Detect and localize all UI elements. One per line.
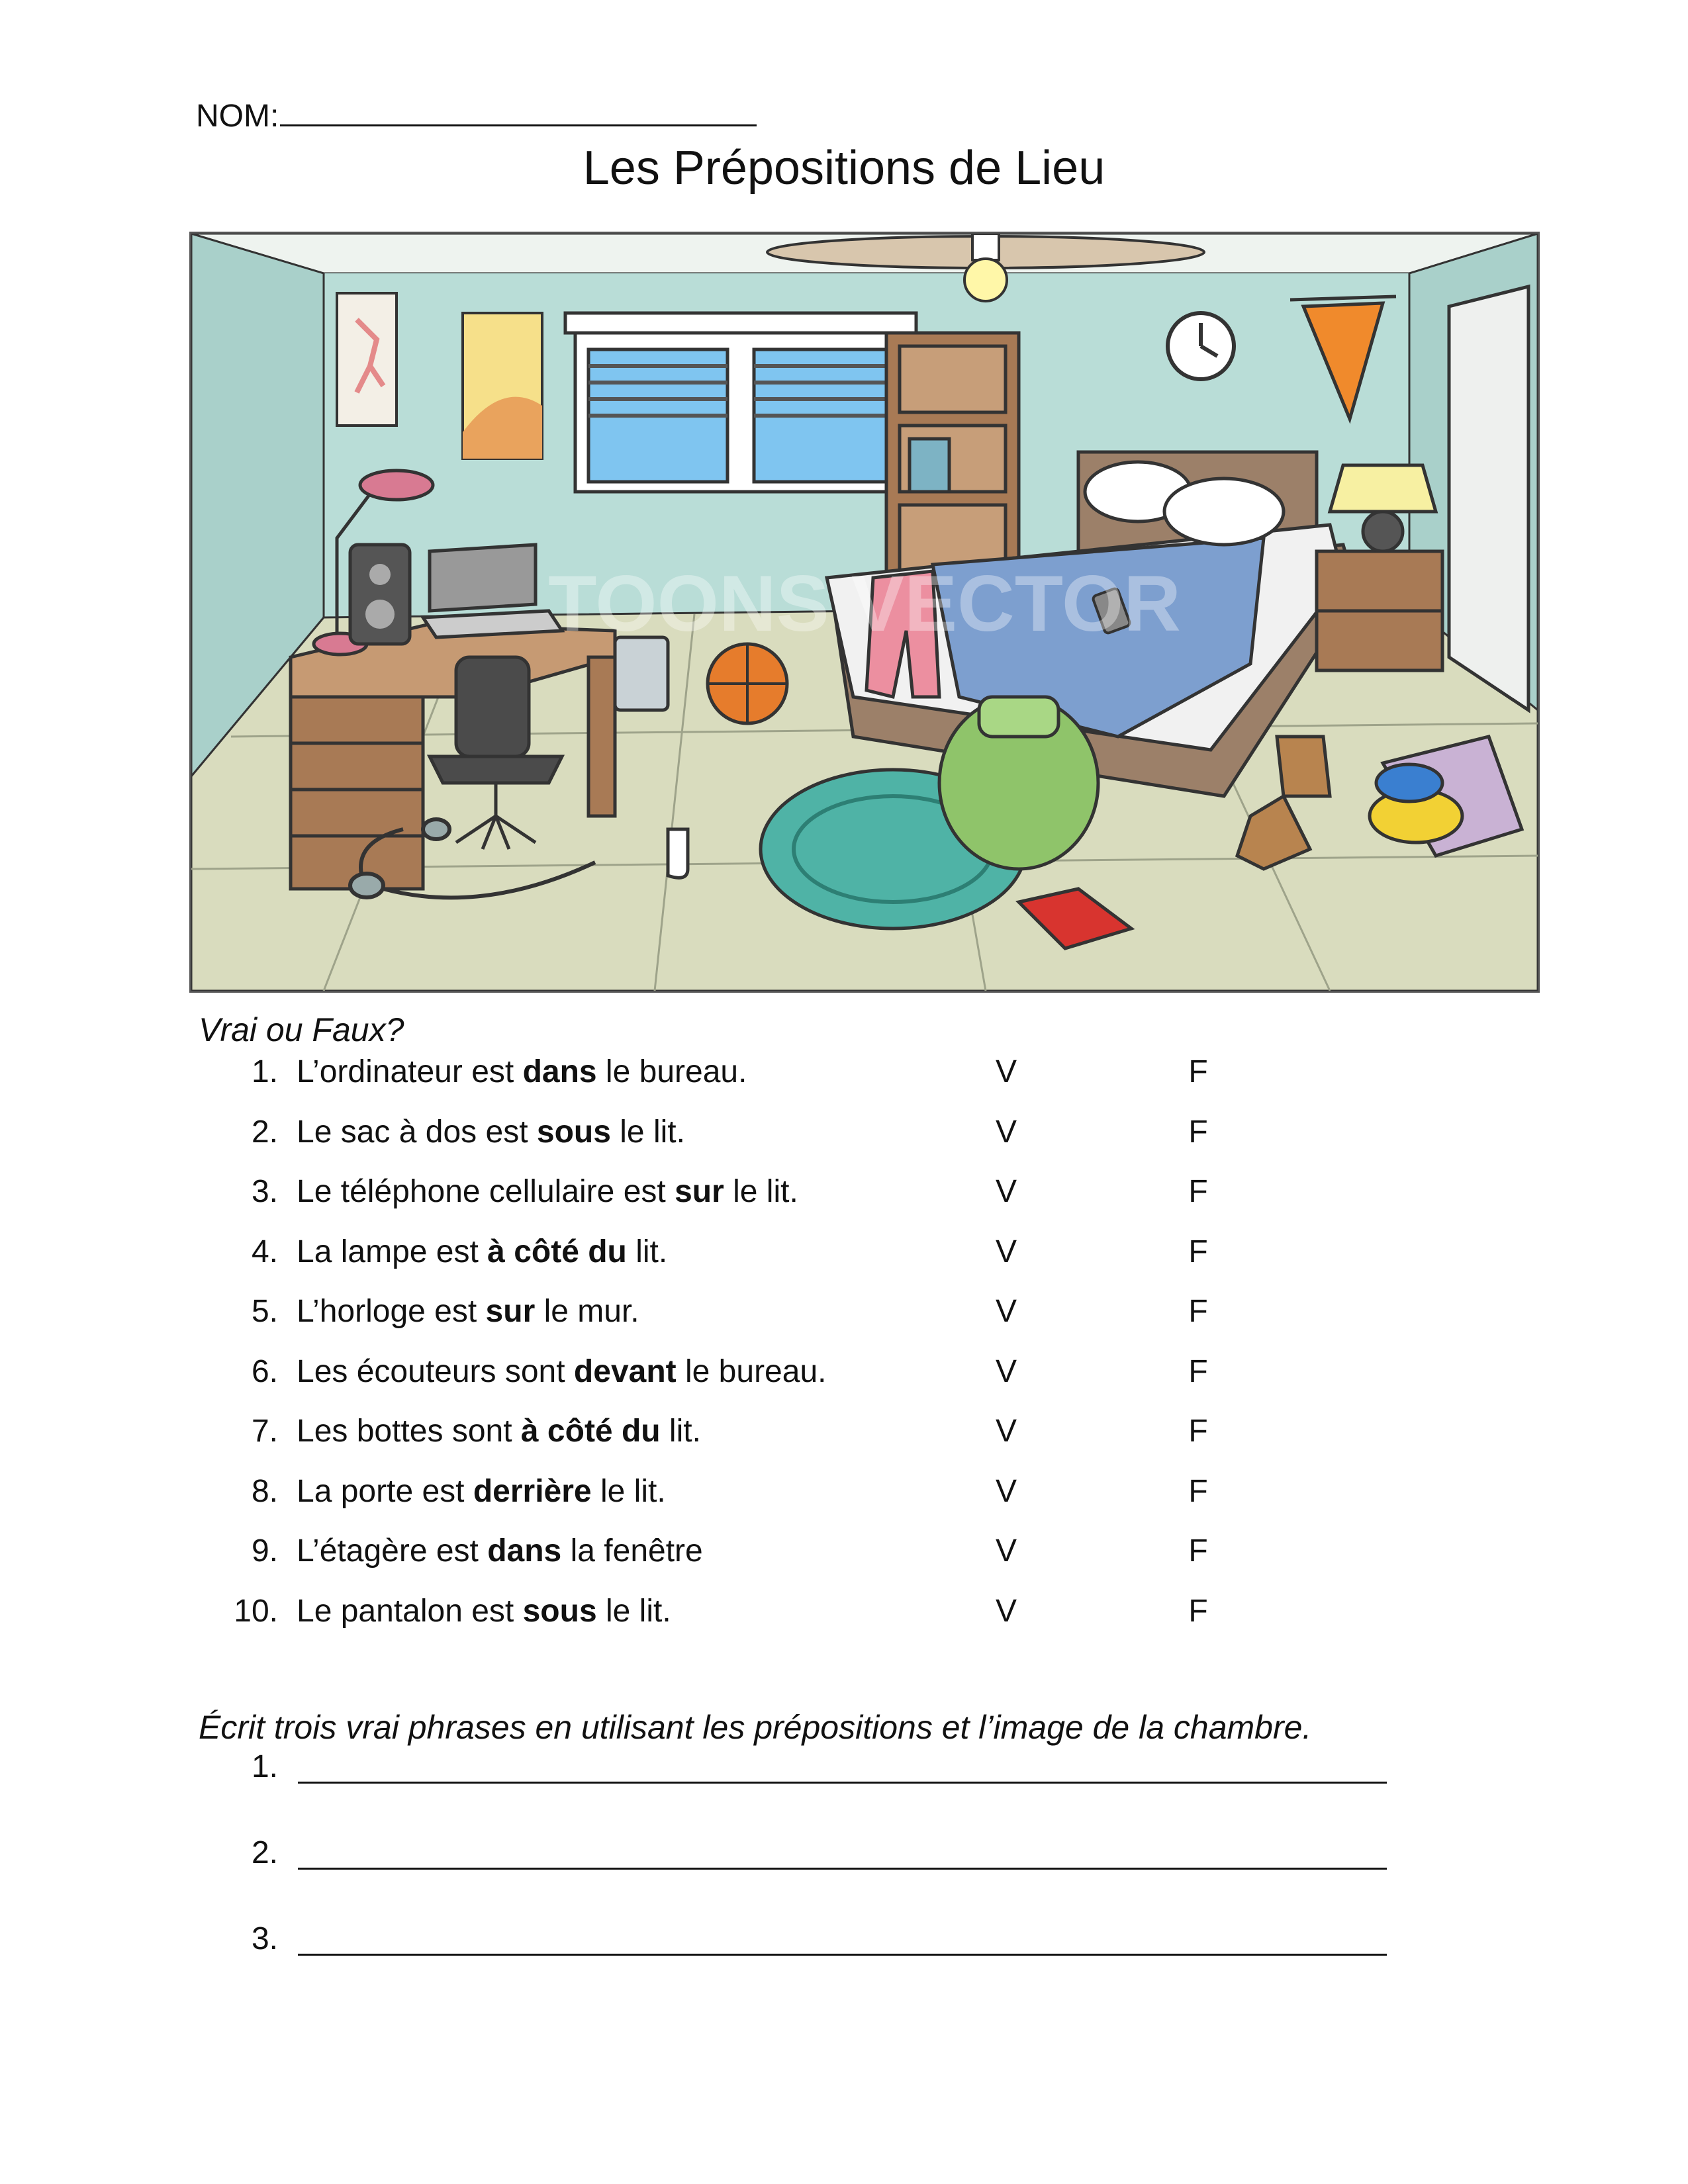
writing-heading: Écrit trois vrai phrases en utilisant les prépositions et l’image de la chambre. <box>199 1709 1312 1746</box>
question-text <box>297 1352 826 1392</box>
option-faux[interactable]: F <box>1188 1114 1208 1150</box>
question-number: 2. <box>251 1114 278 1150</box>
page-title: Les Prépositions de Lieu <box>583 142 1105 195</box>
option-vrai[interactable]: V <box>995 1174 1017 1209</box>
question-text-before: Les bottes sont <box>297 1414 521 1449</box>
option-faux[interactable]: F <box>1188 1234 1208 1269</box>
option-faux[interactable]: F <box>1188 1593 1208 1629</box>
question-text <box>297 1292 639 1332</box>
question-preposition: sous <box>536 1114 611 1150</box>
question-text-after: lit. <box>626 1234 668 1269</box>
sock <box>668 829 688 878</box>
question-text <box>297 1052 747 1092</box>
writing-line-number: 3. <box>251 1921 278 1956</box>
question-text <box>297 1232 667 1272</box>
option-vrai[interactable]: V <box>995 1414 1017 1449</box>
question-preposition: sur <box>485 1294 536 1329</box>
question-text-after: le lit. <box>596 1593 671 1629</box>
door <box>1449 287 1528 710</box>
question-number: 8. <box>251 1473 278 1509</box>
option-faux[interactable]: F <box>1188 1294 1208 1329</box>
nightstand <box>1317 551 1442 670</box>
question-text <box>297 1172 798 1212</box>
question-row <box>0 1232 1688 1279</box>
question-text-after: le bureau. <box>596 1054 747 1089</box>
question-preposition: dans <box>522 1054 597 1089</box>
question-text <box>297 1412 701 1451</box>
question-number: 4. <box>251 1234 278 1269</box>
question-preposition: à côté du <box>520 1414 661 1449</box>
writing-blank-line[interactable] <box>298 1954 1387 1956</box>
question-text-after: le mur. <box>535 1294 639 1329</box>
question-text <box>297 1531 703 1571</box>
question-number: 9. <box>251 1533 278 1569</box>
option-faux[interactable]: F <box>1188 1473 1208 1509</box>
question-number: 1. <box>251 1054 278 1089</box>
bookshelf <box>886 333 1019 584</box>
question-text-after: le lit. <box>724 1174 798 1209</box>
option-faux[interactable]: F <box>1188 1533 1208 1569</box>
question-row <box>0 1052 1688 1099</box>
bedroom-illustration <box>189 232 1540 993</box>
question-text-before: L’ordinateur est <box>297 1054 523 1089</box>
writing-blank-line[interactable] <box>298 1868 1387 1870</box>
question-text-before: L’étagère est <box>297 1533 488 1569</box>
question-text-before: L’horloge est <box>297 1294 486 1329</box>
option-faux[interactable]: F <box>1188 1054 1208 1089</box>
watermark: TOONS VECTOR <box>548 559 1181 648</box>
writing-line-row <box>0 1919 1688 1972</box>
option-faux[interactable]: F <box>1188 1414 1208 1449</box>
wall-clock <box>1168 313 1234 379</box>
question-number: 3. <box>251 1174 278 1209</box>
question-row <box>0 1113 1688 1159</box>
question-text-before: La lampe est <box>297 1234 488 1269</box>
question-row <box>0 1412 1688 1458</box>
question-number: 6. <box>251 1353 278 1389</box>
question-preposition: sur <box>675 1174 724 1209</box>
question-text-before: Le sac à dos est <box>297 1114 537 1150</box>
option-vrai[interactable]: V <box>995 1593 1017 1629</box>
question-preposition: derrière <box>473 1473 592 1509</box>
question-text-before: Le pantalon est <box>297 1593 523 1629</box>
trash-can <box>615 637 668 710</box>
question-text <box>297 1592 671 1631</box>
bedroom-scene <box>191 234 1538 991</box>
writing-blank-line[interactable] <box>298 1782 1387 1784</box>
question-row <box>0 1531 1688 1578</box>
backpack <box>939 697 1098 869</box>
question-text-after: lit. <box>660 1414 701 1449</box>
option-vrai[interactable]: V <box>995 1353 1017 1389</box>
option-vrai[interactable]: V <box>995 1473 1017 1509</box>
question-text-before: La porte est <box>297 1473 473 1509</box>
window <box>565 313 916 492</box>
question-row <box>0 1352 1688 1398</box>
writing-line-number: 2. <box>251 1835 278 1870</box>
option-vrai[interactable]: V <box>995 1294 1017 1329</box>
question-text-after: le lit. <box>610 1114 685 1150</box>
option-vrai[interactable]: V <box>995 1533 1017 1569</box>
option-faux[interactable]: F <box>1188 1353 1208 1389</box>
question-text <box>297 1113 685 1152</box>
writing-line-row <box>0 1747 1688 1800</box>
question-text-after: la fenêtre <box>561 1533 703 1569</box>
option-faux[interactable]: F <box>1188 1174 1208 1209</box>
question-preposition: dans <box>487 1533 562 1569</box>
question-number: 10. <box>234 1593 278 1629</box>
question-row <box>0 1472 1688 1518</box>
question-preposition: à côté du <box>487 1234 627 1269</box>
writing-line-row <box>0 1833 1688 1886</box>
poster-runner <box>337 293 397 426</box>
writing-line-number: 1. <box>251 1749 278 1784</box>
question-text-before: Le téléphone cellulaire est <box>297 1174 675 1209</box>
question-number: 5. <box>251 1294 278 1329</box>
question-row <box>0 1592 1688 1638</box>
question-number: 7. <box>251 1414 278 1449</box>
option-vrai[interactable]: V <box>995 1054 1017 1089</box>
question-row <box>0 1172 1688 1218</box>
name-blank-line[interactable] <box>280 98 757 126</box>
option-vrai[interactable]: V <box>995 1234 1017 1269</box>
question-preposition: devant <box>573 1353 677 1389</box>
true-false-heading: Vrai ou Faux? <box>199 1011 404 1048</box>
question-row <box>0 1292 1688 1338</box>
question-preposition: sous <box>522 1593 597 1629</box>
question-text <box>297 1472 666 1512</box>
name-field <box>196 98 757 135</box>
name-label: NOM: <box>196 99 279 134</box>
question-text-after: le bureau. <box>676 1353 827 1389</box>
question-text-after: le lit. <box>591 1473 666 1509</box>
speaker <box>350 545 410 644</box>
option-vrai[interactable]: V <box>995 1114 1017 1150</box>
question-text-before: Les écouteurs sont <box>297 1353 574 1389</box>
